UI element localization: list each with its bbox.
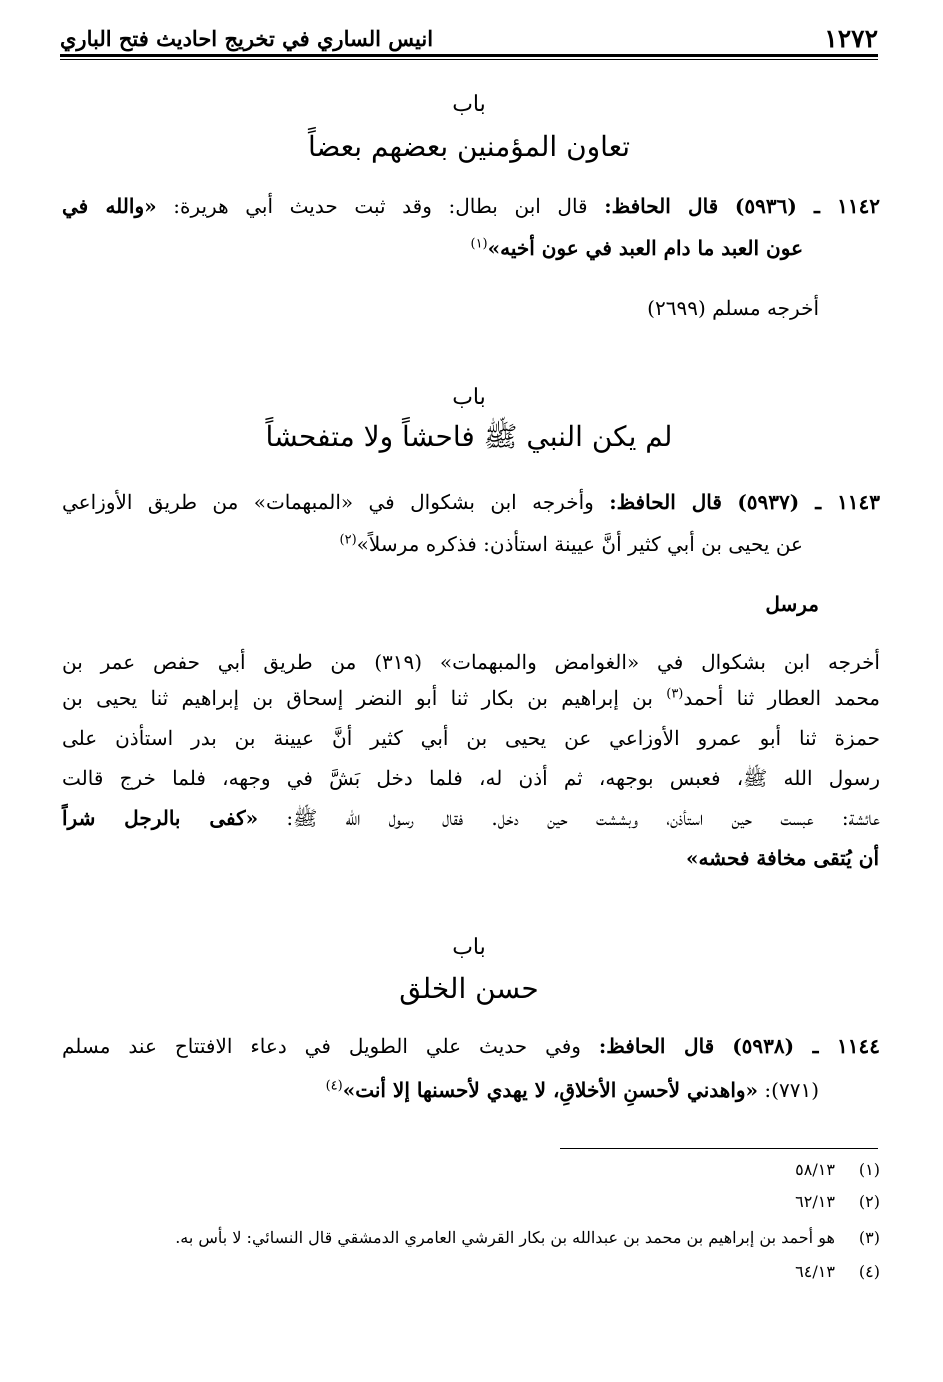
takhrij-line (62, 806, 880, 830)
footnote-ref: (٣) (666, 686, 684, 702)
hadith-line (326, 1078, 819, 1102)
footnote-number: (٢) (858, 1192, 880, 1211)
takhrij-line: أخرجه مسلم (٢٦٩٩) (647, 296, 819, 320)
footnote-text: ٥٨/١٣ (795, 1160, 835, 1179)
header-rule (60, 54, 878, 60)
footnote-text: هو أحمد بن إبراهيم بن محمد بن عبدالله بن بكار القرشي العامري الدمشقي قال النسائي: لا بأس به. (175, 1228, 835, 1247)
running-header (60, 20, 878, 56)
hadith-speaker: قال الحافظ: (604, 194, 719, 218)
footnote-number: (١) (858, 1160, 880, 1179)
footnote (62, 1262, 880, 1281)
hadith-text: وفي حديث علي الطويل في دعاء الافتتاح عند مسلم (62, 1034, 581, 1058)
hadith-speaker: قال الحافظ: (609, 490, 722, 514)
footnote-ref: (٢) (339, 532, 357, 548)
takhrij-text: بن إبراهيم بن بكار ثنا أبو النضر إسحاق بن إبراهيم ثنا يحيى بن (62, 686, 653, 710)
bab-label: باب (452, 92, 486, 117)
hadith-line (62, 490, 880, 514)
takhrij-line: حمزة ثنا أبو عمرو الأوزاعي عن يحيى بن أبي كثير أنَّ عيينة بن بدر استأذن على (62, 726, 880, 750)
hadith-speaker: قال الحافظ: (598, 1034, 715, 1058)
takhrij-line (62, 686, 880, 710)
footnote-text: ٦٢/١٣ (795, 1192, 835, 1211)
footnote (62, 1228, 880, 1247)
book-title: انيس الساري في تخريج احاديث فتح الباري (60, 25, 434, 51)
takhrij-text: عائشة: عبست حين استأذن، وبششت حين دخل. فقال رسول الله ﷺ: (286, 806, 880, 830)
chapter-heading: لم يكن النبي ﷺ فاحشاً ولا متفحشاً (265, 420, 673, 453)
takhrij-line: أخرجه ابن بشكوال في «الغوامض والمبهمات» (٣١٩) من طريق أبي حفص عمر بن (62, 650, 880, 674)
hadith-quote: «كفى بالرجل شراً (62, 806, 259, 830)
footnote-text: ٦٤/١٣ (795, 1262, 835, 1281)
hadith-text: وأخرجه ابن بشكوال في «المبهمات» من طريق الأوزاعي (62, 490, 594, 514)
bab-label: باب (452, 385, 486, 410)
hadith-quote: «واهدني لأحسنِ الأخلاقِ، لا يهدي لأحسنها إلا أنت» (342, 1078, 759, 1102)
footnote (62, 1160, 880, 1179)
takhrij-line: رسول الله ﷺ، فعبس بوجهه، ثم أذن له، فلما دخل بَشَّ في وجهه، فلما خرج قالت (62, 766, 880, 790)
hadith-grade: مرسل (765, 592, 819, 616)
page-number: ١٢٧٢ (824, 23, 878, 53)
hadith-quote: عون العبد ما دام العبد في عون أخيه» (487, 236, 803, 260)
takhrij-text: محمد العطار ثنا أحمد (683, 686, 881, 710)
hadith-text: قال ابن بطال: وقد ثبت حديث أبي هريرة: (173, 194, 588, 218)
hadith-text: (٧٧١): (764, 1078, 819, 1102)
chapter-heading: حسن الخلق (399, 972, 539, 1005)
hadith-number: ١١٤٣ ـ (٥٩٣٧) (737, 490, 881, 514)
footnote (62, 1192, 880, 1211)
hadith-line (62, 194, 880, 218)
takhrij-line: أن يُتقى مخافة فحشه» (685, 846, 879, 870)
chapter-heading: تعاون المؤمنين بعضهم بعضاً (307, 130, 631, 163)
hadith-number: ١١٤٢ ـ (٥٩٣٦) (734, 194, 881, 218)
footnote-number: (٣) (858, 1228, 880, 1247)
footnote-rule (560, 1148, 878, 1149)
hadith-line (62, 1034, 880, 1058)
footnote-ref: (٤) (325, 1078, 343, 1094)
hadith-line (470, 236, 803, 260)
hadith-quote: «والله في (62, 194, 157, 218)
hadith-number: ١١٤٤ ـ (٥٩٣٨) (732, 1034, 881, 1058)
hadith-text: عن يحيى بن أبي كثير أنَّ عيينة استأذن: فذكره مرسلاً» (356, 532, 803, 556)
bab-label: باب (452, 935, 486, 960)
hadith-line (340, 532, 803, 556)
footnote-number: (٤) (858, 1262, 880, 1281)
footnote-ref: (١) (470, 236, 488, 252)
